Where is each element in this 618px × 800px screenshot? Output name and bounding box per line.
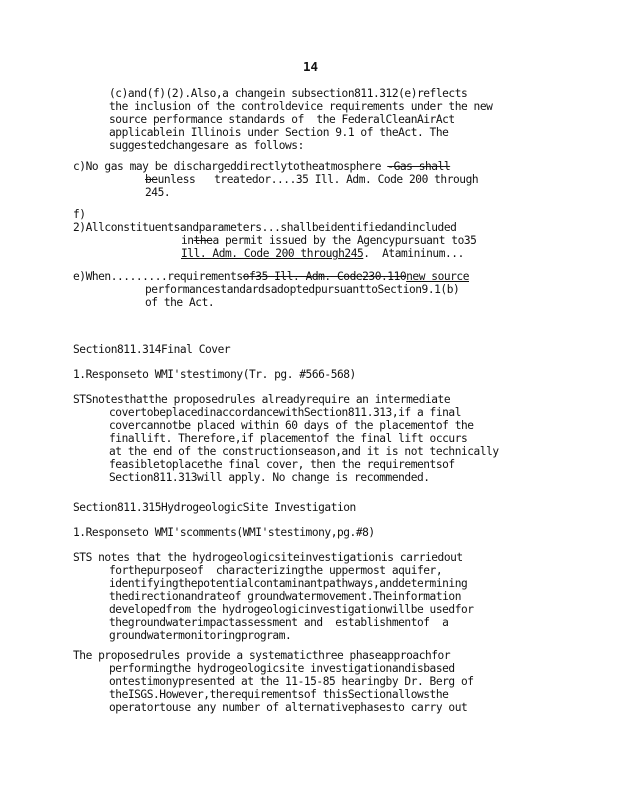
line-text: developedfrom the hydrogeologicinvestigationwillbe usedfor — [109, 603, 474, 616]
page-number — [303, 60, 318, 73]
struck-text: -Gas shall — [387, 160, 451, 173]
line-text: 1.Responseto WMI'stestimony(Tr. pg. #566-568) — [73, 368, 356, 381]
line-text: Section811.313will apply. No change is recommended. — [109, 471, 430, 484]
text-line — [109, 616, 448, 629]
text-line — [109, 577, 467, 590]
line-text: Section811.315HydrogeologicSite Investigation — [73, 501, 356, 514]
text-line — [109, 445, 499, 458]
line-text: Section811.314Final Cover — [73, 343, 231, 356]
line-text: identifyingthepotentialcontaminantpathways,anddetermining — [109, 577, 468, 590]
line-text: 245. — [145, 186, 171, 199]
text-line — [109, 139, 304, 152]
line-text: performingthe hydrogeologicsite investigationandisbased — [109, 662, 455, 675]
text-line — [73, 526, 375, 539]
text-line — [109, 432, 467, 445]
text-line — [109, 471, 430, 484]
line-text: groundwatermonitoringprogram. — [109, 629, 292, 642]
text-line — [73, 343, 230, 356]
line-text: covertobeplacedinaccordancewithSection811.313,if a final — [109, 406, 461, 419]
line-text: suggestedchangesare as follows: — [109, 139, 304, 152]
line-text: feasibletoplacethe final cover, then the requirementsof — [109, 458, 455, 471]
line-text: applicablein Illinois under Section 9.1 of theAct. The — [109, 126, 449, 139]
underlined-text: new source — [406, 270, 469, 283]
text-line — [145, 173, 478, 186]
text-line — [109, 688, 448, 701]
text-line — [109, 590, 461, 603]
line-text: finallift. Therefore,if placementof the final lift occurs — [109, 432, 468, 445]
line-text: STSnotesthatthe proposedrules alreadyrequire an intermediate — [73, 393, 451, 406]
text-line — [181, 247, 464, 260]
text-line — [73, 551, 463, 564]
line-text: of the Act. — [145, 296, 215, 309]
line-text: a permit issued by the Agencypursuant to35 — [212, 234, 477, 247]
text-line — [109, 406, 461, 419]
struck-text: be — [145, 173, 158, 186]
line-text: performancestandardsadoptedpursuanttoSection9.1(b) — [145, 283, 460, 296]
line-text: e)When.........requirements — [73, 270, 243, 283]
text-line — [109, 564, 442, 577]
text-line — [109, 603, 474, 616]
text-line — [109, 662, 455, 675]
text-line — [145, 186, 170, 199]
text-line — [109, 419, 474, 432]
underlined-text: Ill. Adm. Code 200 through245 — [181, 247, 364, 260]
text-line — [73, 160, 450, 173]
text-line — [109, 629, 291, 642]
struck-text: the — [193, 234, 213, 247]
line-text: 14 — [303, 59, 319, 74]
line-text: unless treatedor....35 Ill. Adm. Code 200 through — [157, 173, 479, 186]
text-line — [181, 234, 476, 247]
text-line — [109, 100, 492, 113]
text-line — [145, 283, 459, 296]
line-text: the inclusion of the controldevice requirements under the new — [109, 100, 493, 113]
line-text: operatortouse any number of alternativephasesto carry out — [109, 701, 468, 714]
text-line — [73, 221, 456, 234]
text-line — [109, 675, 474, 688]
text-line — [109, 458, 455, 471]
line-text: forthepurposeof characterizingthe uppermost aquifer, — [109, 564, 443, 577]
text-line — [145, 296, 214, 309]
text-line — [109, 126, 448, 139]
line-text: source performance standards of the FederalCleanAirAct — [109, 113, 455, 126]
line-text: covercannotbe placed within 60 days of the placementof the — [109, 419, 474, 432]
line-text: 1.Responseto WMI'scomments(WMI'stestimony,pg.#8) — [73, 526, 375, 539]
line-text: thedirectionandrateof groundwatermovement.Theinformation — [109, 590, 461, 603]
text-line — [73, 501, 356, 514]
text-line — [73, 368, 356, 381]
line-text: ontestimonypresented at the 11-15-85 hearingby Dr. Berg of — [109, 675, 474, 688]
text-line — [109, 701, 467, 714]
line-text: f) — [73, 208, 86, 221]
line-text: The proposedrules provide a systematicthree phaseapproachfor — [73, 649, 451, 662]
line-text: thegroundwaterimpactassessment and establishmentof a — [109, 616, 449, 629]
text-line — [109, 87, 467, 100]
struck-text: of35 Ill. Adm. Code230.110 — [242, 270, 407, 283]
text-line — [73, 649, 450, 662]
line-text: theISGS.However,therequirementsof thisSectionallowsthe — [109, 688, 449, 701]
text-line — [73, 393, 450, 406]
line-text: STS notes that the hydrogeologicsiteinvestigationis carriedout — [73, 551, 463, 564]
line-text: at the end of the constructionseason,and it is not technically — [109, 445, 499, 458]
text-line — [73, 208, 86, 221]
line-text: c)No gas may be dischargeddirectlytotheatmosphere — [73, 160, 388, 173]
text-line — [109, 113, 455, 126]
line-text: . Atamininum... — [363, 247, 464, 260]
text-line — [73, 270, 469, 283]
line-text: 2)Allconstituentsandparameters...shallbeidentifiedandincluded — [73, 221, 457, 234]
line-text: (c)and(f)(2).Also,a changein subsection811.312(e)reflects — [109, 87, 468, 100]
line-text: in — [181, 234, 194, 247]
